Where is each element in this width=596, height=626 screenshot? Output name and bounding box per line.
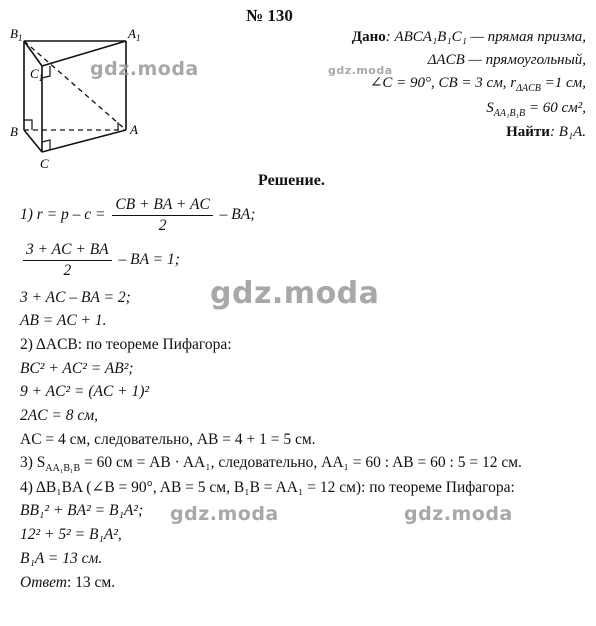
watermark: gdz.moda	[328, 64, 393, 77]
fraction-1: $\frac{CB + BA + AC}{2}$	[112, 196, 212, 235]
given-line-4: $S_{AA_1B_1B} = 60$ см²,	[486, 100, 586, 119]
step-6: BC² + AC² = AB²;	[20, 360, 134, 377]
label-c: C	[40, 156, 49, 171]
solution-heading: Решение.	[258, 172, 325, 189]
watermark: gdz.moda	[210, 276, 380, 311]
fraction-2: $\frac{3 + AC + BA}{2}$	[23, 241, 112, 280]
step-8: 2AC = 8 см,	[20, 407, 99, 424]
given-line-1: Дано: ABCA₁B₁C₁ — прямая призма,	[351, 29, 586, 45]
watermark: gdz.moda	[404, 503, 513, 525]
given-line-3: ∠C = 90°, CB = 3 см, $r_{\Delta ACB} =1$ см,	[369, 75, 586, 94]
step-7: 9 + AC² = (AC + 1)²	[20, 383, 150, 400]
step-4: AB = AC + 1.	[20, 312, 107, 329]
problem-number: № 130	[246, 6, 293, 25]
step-12: BB₁² + BA² = B₁A²;	[20, 502, 144, 519]
step-13: 12² + 5² = B₁A²,	[20, 526, 122, 543]
watermark: gdz.moda	[90, 58, 199, 80]
given-line-2: ΔACB — прямоугольный,	[427, 52, 586, 68]
step-1: 1) r = p – c = $\frac{CB + BA + AC}{2}$ – BA;	[20, 196, 256, 234]
answer-line: Ответ: 13 см.	[20, 574, 116, 591]
step-10: 3) $S_{AA_1B_1B} = 60$ см = AB · AA₁, следовательно, AA₁ = 60 : AB = 60 : 5 = 12 см.	[20, 454, 522, 475]
step-5: 2) ΔACB: по теореме Пифагора:	[20, 336, 232, 353]
label-a1: $A_1$	[128, 26, 141, 43]
step-11: 4) ΔB₁BA (∠B = 90°, AB = 5 см, B₁B = AA₁ = 12 см): по теореме Пифагора:	[20, 479, 515, 496]
label-b1: $B_1$	[10, 26, 23, 43]
label-b: B	[10, 124, 18, 139]
step-3: 3 + AC – BA = 2;	[20, 289, 131, 306]
step-9: AC = 4 см, следовательно, AB = 4 + 1 = 5 см.	[20, 431, 316, 448]
step-14: B₁A = 13 см.	[20, 550, 103, 567]
label-a: A	[130, 122, 138, 137]
label-c1: $C_1$	[30, 66, 44, 83]
prism-figure	[6, 26, 156, 176]
watermark: gdz.moda	[170, 503, 279, 525]
given-find: Найти: B₁A.	[506, 124, 586, 140]
step-2: $\frac{3 + AC + BA}{2}$ – BA = 1;	[20, 241, 180, 280]
